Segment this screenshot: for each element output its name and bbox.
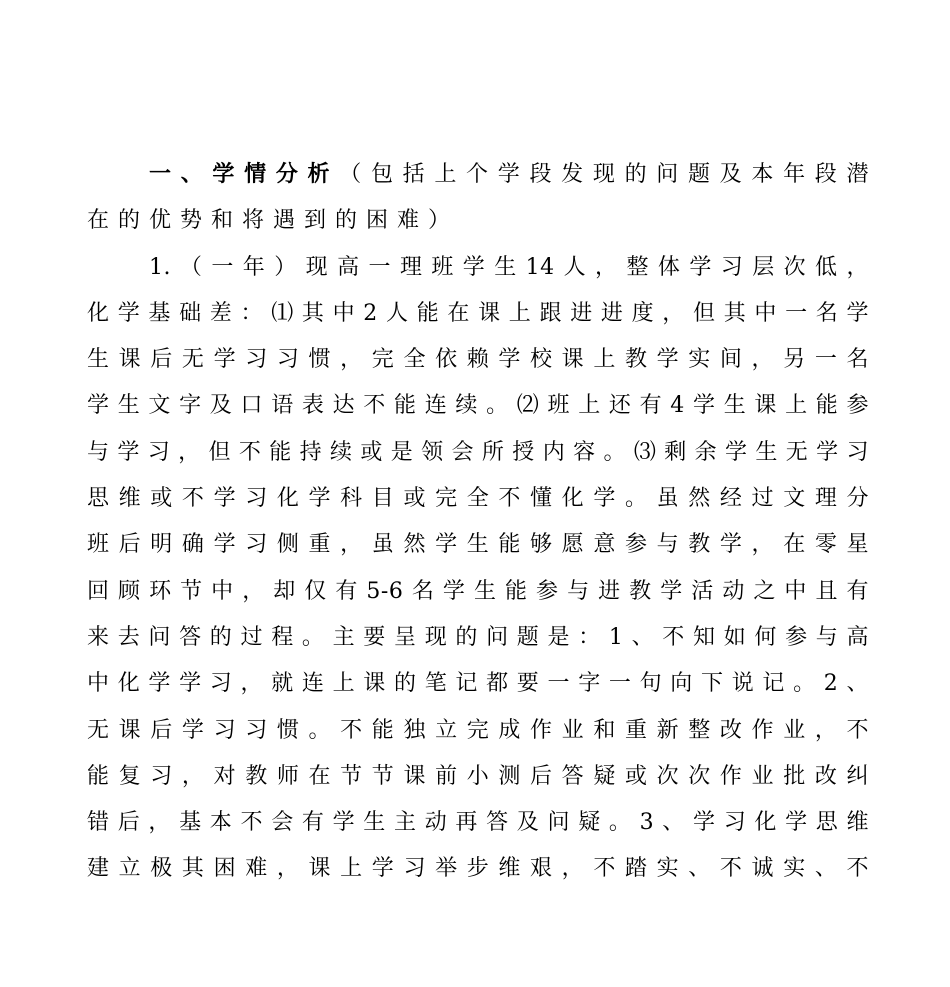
paragraph-line: 建立极其困难，课上学习举步维艰，不踏实、不诚实、不 xyxy=(87,856,869,882)
paragraph-line: 1.（一年）现高一理班学生14人，整体学习层次低， xyxy=(149,254,869,280)
paragraph-line: 化学基础差：⑴其中2人能在课上跟进进度，但其中一名学 xyxy=(87,300,869,326)
paragraph-line: 生课后无学习习惯，完全依赖学校课上教学实间，另一名 xyxy=(87,347,869,373)
paragraph-line: 班后明确学习侧重，虽然学生能够愿意参与教学，在零星 xyxy=(87,532,869,558)
paragraph-line: 学生文字及口语表达不能连续。⑵班上还有4学生课上能参 xyxy=(87,393,869,419)
paragraph-line: 错后，基本不会有学生主动再答及问疑。3、学习化学思维 xyxy=(87,810,869,836)
paragraph-line: 能复习，对教师在节节课前小测后答疑或次次作业批改纠 xyxy=(87,763,869,789)
paragraph-line: 回顾环节中，却仅有5-6名学生能参与进教学活动之中且有 xyxy=(87,578,869,604)
heading-line-continued: 在的优势和将遇到的困难） xyxy=(87,208,460,234)
section-title: 一、学情分析 xyxy=(149,162,340,187)
paragraph-line: 无课后学习习惯。不能独立完成作业和重新整改作业，不 xyxy=(87,717,869,743)
paragraph-line: 思维或不学习化学科目或完全不懂化学。虽然经过文理分 xyxy=(87,486,869,512)
paragraph-line: 来去问答的过程。主要呈现的问题是：1、不知如何参与高 xyxy=(87,624,869,650)
paragraph-line: 中化学学习，就连上课的笔记都要一字一句向下说记。2、 xyxy=(87,671,869,697)
heading-line xyxy=(87,152,869,198)
document-body xyxy=(87,152,869,893)
section-note: （包括上个学段发现的问题及本年段潜 xyxy=(339,162,869,187)
paragraph-line: 与学习，但不能持续或是领会所授内容。⑶剩余学生无学习 xyxy=(87,439,869,465)
